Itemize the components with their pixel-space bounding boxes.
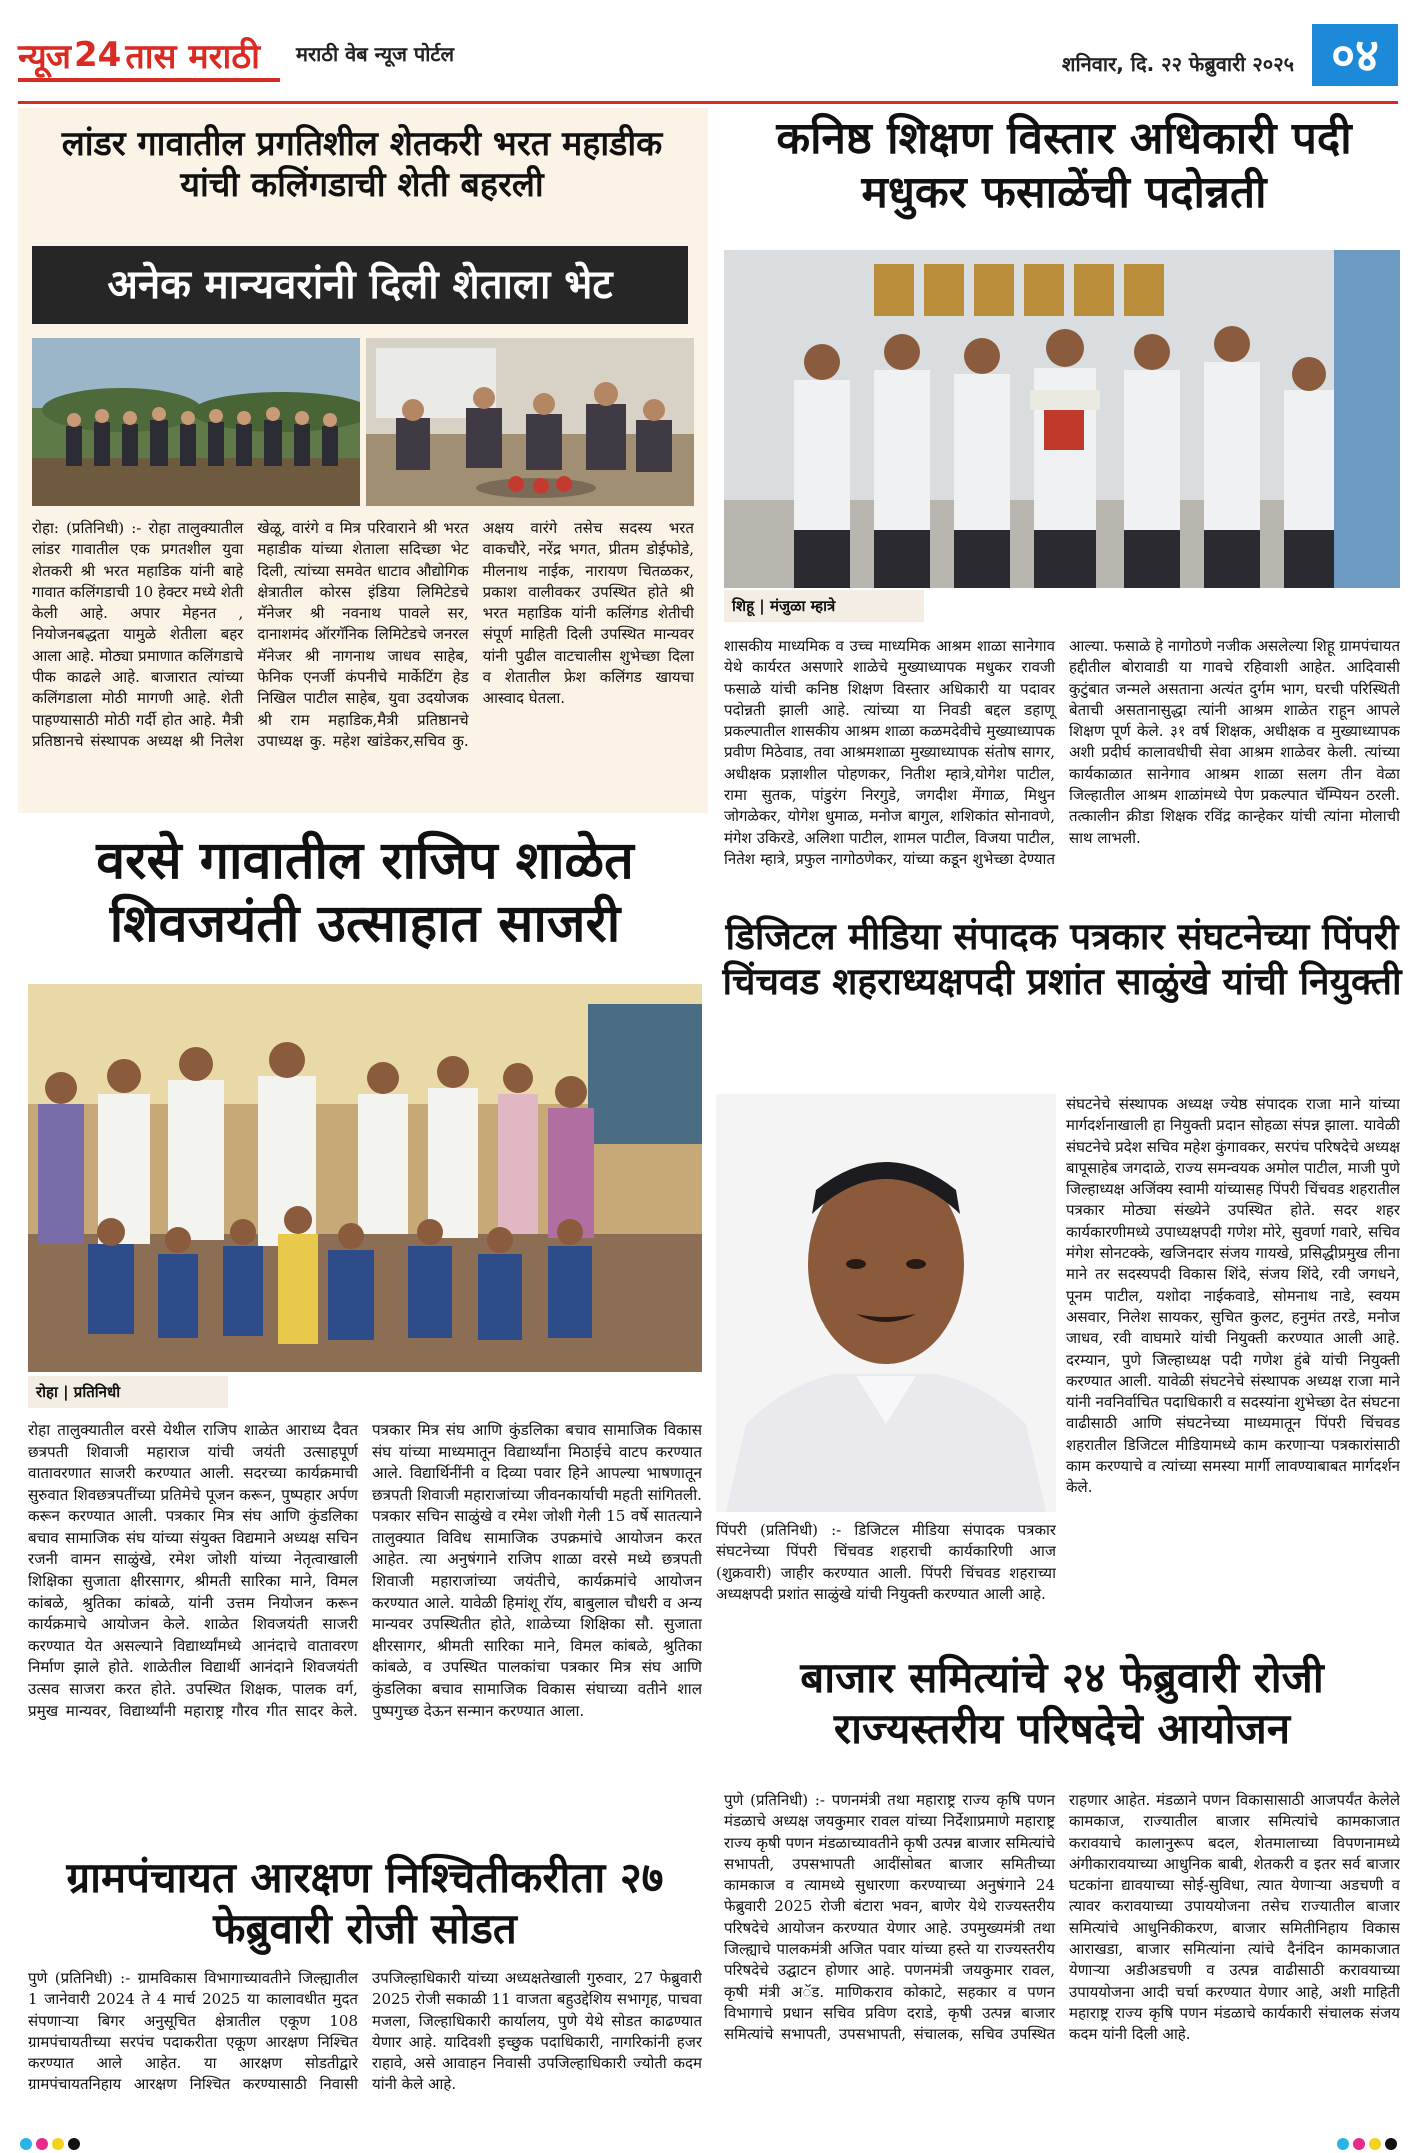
bajar-body [724, 1790, 1400, 2114]
registration-marks-right [1337, 2138, 1397, 2150]
varse-body [28, 1420, 702, 1836]
kanishth-caption: शिहू | मंजुळा म्हात्रे [724, 590, 924, 622]
gram-body [28, 1968, 702, 2116]
digital-body-right [1066, 1094, 1400, 1622]
gram-headline: ग्रामपंचायत आरक्षण निश्चितीकरीता २७ फेब्रुवारी रोजी सोडत [66, 1853, 664, 1954]
digital-body-left-text: पिंपरी (प्रतिनिधी) :- डिजिटल मीडिया संपादक पत्रकार संघटनेच्या पिंपरी चिंचवड शहराची कार्यकारिणी आज (शुक्रवारी) जाहीर करण्यात आली. पिंपरी चिंचवड शहराच्या अध्यक्षपदी प्रशांत साळुंखे यांची नियुक्ती करण्यात आली आहे. [716, 1521, 1056, 1603]
landar-photo-sitting [366, 338, 694, 506]
registration-marks-left [20, 2138, 80, 2150]
page-number: ०४ [1312, 24, 1398, 86]
logo-part-2: 24 [73, 35, 122, 75]
landar-subhead-banner: अनेक मान्यवरांनी दिली शेताला भेट [32, 246, 688, 324]
kanishth-body-text: शासकीय माध्यमिक व उच्च माध्यमिक आश्रम शाळा सानेगाव येथे कार्यरत असणारे शाळेचे मुख्याध्यापक मधुकर रावजी फसाळे यांची कनिष्ठ शिक्षण विस्तार अधिकारी या पदावर पदोन्नती झाली आहे. त्यांच्या या निवडी बद्दल डहाणू प्रकल्पातील शासकीय आश्रम शाळा कळमदेवीचे मुख्याध्यापक प्रवीण मिठेवाड, तवा आश्रमशाळा मुख्याध्यापक संतोष सागर, अधीक्षक प्रज्ञाशील पोहणकर, नितीश म्हात्रे,योगेश पाटील, रामा सुतक, पांडुरंग निरगुडे, जगदीश मेंगाळ, मिथुन जोगळेकर, योगेश धुमाळ, मनोज बागुल, शशिकांत सोनावणे, मंगेश उकिरडे, अलिशा पाटील, शामल पाटील, विजया पाटील, नितेश म्हात्रे, प्रफुल नागोठणेकर, यांच्या कडून शुभेच्छा देण्यात आल्या. फसाळे हे नागोठणे नजीक असलेल्या शिहू ग्रामपंचायत हद्दीतील बोरावाडी या गावचे रहिवाशी आहेत. आदिवासी कुटुंबात जन्मले असताना अत्यंत दुर्गम भाग, घरची परिस्थिती बेताची असतानासुद्धा त्यांनी आश्रम शाळेत राहून आपले शिक्षण पूर्ण केले. ३१ वर्ष शिक्षक, अधीक्षक व मुख्याध्यापक अशी प्रदीर्घ कालावधीची सेवा आश्रम शाळेवर केली. त्यांच्या कार्यकाळात सानेगाव आश्रम शाळा सलग तीन वेळा जिल्हातील आश्रम शाळांमध्ये पेण प्रकल्पात चॅम्पियन ठरली. तत्कालीन क्रीडा शिक्षक रविंद्र कान्हेकर यांची त्यांना मोलाची साथ लाभली. [724, 637, 1400, 868]
bajar-body-text: पुणे (प्रतिनिधी) :- पणनमंत्री तथा महाराष्ट्र राज्य कृषि पणन मंडळाचे अध्यक्ष जयकुमार रावल यांच्या निर्देशाप्रमाणे महाराष्ट्र राज्य कृषी पणन मंडळाच्यावतीने कृषी उत्पन्न बाजार समित्यांचे सभापती, उपसभापती आदींसोबत बाजार समितीच्या कामकाज व त्यामध्ये सुधारणा करण्याच्या अनुषंगाने 24 फेब्रुवारी 2025 रोजी बंटारा भवन, बाणेर येथे राज्यस्तरीय परिषदेचे आयोजन करण्यात येणार आहे. उपमुख्यमंत्री तथा जिल्ह्याचे पालकमंत्री अजित पवार यांच्या हस्ते या राज्यस्तरीय परिषदेचे उद्घाटन होणार आहे. पणनमंत्री जयकुमार रावल, कृषी मंत्री अॅड. माणिकराव कोकाटे, सहकार व पणन विभागाचे प्रधान सचिव प्रविण दराडे, कृषी उत्पन्न बाजार समित्यांचे सभापती, उपसभापती, संचालक, सचिव उपस्थित राहणार आहेत. मंडळाने पणन विकासासाठी आजपर्यंत केलेले कामकाज, राज्यातील बाजार समित्यांचे कामकाजात करावयाचे कालानुरूप बदल, शेतमालाच्या विपणनामध्ये अंगीकारावयाच्या आधुनिक बाबी, शेतकरी व इतर सर्व बाजार घटकांना द्यावयाच्या सोई-सुविधा, त्यात येणाऱ्या अडचणी व त्यावर करावयाच्या उपाययोजना तसेच राज्यातील बाजार समित्यांचे आधुनिकीकरण, बाजार समितीनिहाय विकास आराखडा, बाजार समित्यांना त्यांचे दैनंदिन कामकाजात येणाऱ्या अडीअडचणी व उत्पन्न वाढीसाठी करावयाच्या उपाययोजना आदी चर्चा करण्यात येणार आहे, अशी माहिती महाराष्ट्र राज्य कृषि पणन मंडळाचे कार्यकारी संचालक संजय कदम यांनी दिली आहे. [724, 1791, 1400, 2044]
issue-date: शनिवार, दि. २२ फेब्रुवारी २०२५ [1061, 52, 1294, 76]
varse-caption: रोहा | प्रतिनिधी [28, 1376, 228, 1408]
varse-headline: वरसे गावातील राजिप शाळेत शिवजयंती उत्साहात साजरी [96, 831, 634, 955]
logo-part-1: न्यूज [18, 37, 70, 77]
digital-body-right-text: संघटनेचे संस्थापक अध्यक्ष ज्येष्ठ संपादक राजा माने यांच्या मार्गदर्शनाखाली हा नियुक्ती प्रदान सोहळा संपन्न झाला. यावेळी संघटनेचे प्रदेश सचिव महेश कुंगावकर, सरपंच परिषदेचे अध्यक्ष बापूसाहेब जगदाळे, राज्य समन्वयक अमोल पाटील, माजी पुणे जिल्हाध्यक्ष अजिंक्य स्वामी यांच्यासह पिंपरी चिंचवड शहरातील पत्रकार मोठ्या संख्येने उपस्थित होते. सदर शहर कार्यकारणीमध्ये उपाध्यक्षपदी गणेश मोरे, सुवर्णा गवारे, सचिव मंगेश सोनटक्के, खजिनदार संजय गायखे, प्रसिद्धीप्रमुख लीना माने तर सदस्यपदी विकास शिंदे, संजय शिंदे, रवी जगधने, पूनम पाटील, यशोदा नाईकवाडे, सोमनाथ नाडे, स्वयम असवार, निलेश सायकर, सुचित कुलट, हनुमंत तरडे, मनोज जाधव, रवी वाघमारे यांची नियुक्ती करण्यात आली आहे. दरम्यान, पुणे जिल्हाध्यक्ष पदी गणेश हुंबे यांची नियुक्ती करण्यात आली. यावेळी संघटनेचे संस्थापक अध्यक्ष राजा माने यांनी नवनिर्वाचित पदाधिकारी व सदस्यांना शुभेच्छा देत संघटना वाढीसाठी आणि संघटनेच्या माध्यमातून पिंपरी चिंचवड शहरातील डिजिटल मीडियामध्ये काम करणाऱ्या पत्रकारांसाठी काम करण्याचे व त्यांच्या समस्या मार्गी लावण्याबाबत मार्गदर्शन केले. [1066, 1095, 1400, 1497]
landar-headline: लांडर गावातील प्रगतिशील शेतकरी भरत महाडीक यांची कलिंगडाची शेती बहरली [61, 124, 663, 206]
masthead [18, 20, 1398, 104]
kanishth-body [724, 636, 1400, 884]
landar-photo-group [32, 338, 360, 506]
landar-body [32, 518, 694, 800]
portal-tagline: मराठी वेब न्यूज पोर्टल [296, 42, 455, 66]
newspaper-logo [18, 28, 260, 82]
landar-body-text: रोहा: (प्रतिनिधी) :- रोहा तालुक्यातील लांडर गावातील एक प्रगतशील युवा शेतकरी श्री भरत महाडिक यांनी बाहे गावात कलिंगडाची 10 हेक्टर मध्ये शेती केली आहे. अपार मेहनत , नियोजनबद्धता यामुळे शेतीला बहर आला आहे. मोठ्या प्रमाणात कलिंगडाचे पीक काढले आहे. बाजारात त्यांच्या कलिंगडाला मोठी मागणी आहे. शेती पाहण्यासाठी मोठी गर्दी होत आहे. मैत्री प्रतिष्ठानचे संस्थापक अध्यक्ष श्री निलेश खेळू, वारंगे व मित्र परिवाराने श्री भरत महाडीक यांच्या शेताला सदिच्छा भेट दिली, त्यांच्या समवेत धाटाव औद्योगिक क्षेत्रातील कोरस इंडिया लिमिटेडचे मॅनेजर श्री नवनाथ पावले सर, दानाशमंद ऑरगॅनिक लिमिटेडचे जनरल मॅनेजर श्री नागनाथ जाधव साहेब, फेनिक एनर्जी कंपनीचे मार्केटिंग हेड निखिल पाटील साहेब, युवा उदयोजक श्री राम महाडिक,मैत्री प्रतिष्ठानचे उपाध्यक्ष कु. महेश खांडेकर,सचिव कु. अक्षय वारंगे तसेच सदस्य भरत वाकचौरे, नरेंद्र भगत, प्रीतम डोईफोडे, मीलनाथ नाईक, नारायण चितळकर, प्रकाश वालीवकर उपस्थित होते श्री भरत महाडिक यांनी कलिंगड शेतीची संपूर्ण माहिती दिली उपस्थित मान्यवर यांनी पुढील वाटचालीस शुभेच्छा दिला व शेतातील फ्रेश कलिंगड खायचा आस्वाद घेतला. [32, 519, 694, 750]
varse-body-text: रोहा तालुक्यातील वरसे येथील राजिप शाळेत आराध्य दैवत छत्रपती शिवाजी महाराज यांची जयंती उत्साहपूर्ण वातावरणात साजरी करण्यात आली. सदरच्या कार्यक्रमाची सुरुवात शिवछत्रपतींच्या प्रतिमेचे पूजन करून, पुष्पहार अर्पण करून करण्यात आली. पत्रकार मित्र संघ आणि कुंडलिका बचाव सामाजिक संघ यांच्या संयुक्त विद्यमाने अध्यक्ष सचिन रजनी वामन साळुंखे, रमेश जोशी यांच्या नेतृत्वाखाली शिक्षिका सुजाता क्षीरसागर, श्रीमती सारिका माने, विमल कांबळे, श्रुतिका कांबळे, यांनी उत्तम नियोजन करून कार्यक्रमाचे आयोजन केले. शाळेत शिवजयंती साजरी करण्यात येत असल्याने विद्यार्थ्यांमध्ये आनंदाचे वातावरण निर्माण झाले होते. शाळेतील विद्यार्थी आनंदाने शिवजयंती उत्सव साजरा करत होते. उपस्थित शिक्षक, पालक वर्ग, प्रमुख मान्यवर, विद्यार्थ्यांनी महाराष्ट्र गौरव गीत सादर केले. पत्रकार मित्र संघ आणि कुंडलिका बचाव सामाजिक विकास संघ यांच्या माध्यमातून विद्यार्थ्यांना मिठाईचे वाटप करण्यात आले. विद्यार्थिनींनी व दिव्या पवार हिने आपल्या भाषणातून छत्रपती शिवाजी महाराजांच्या जीवनकार्याची महती सांगितली. पत्रकार सचिन साळुंखे व रमेश जोशी गेली 15 वर्षे सातत्याने तालुक्यात विविध सामाजिक उपक्रमांचे आयोजन करत आहेत. त्या अनुषंगाने राजिप शाळा वरसे मध्ये छत्रपती शिवाजी महाराजांच्या जयंतीचे, कार्यक्रमांचे आयोजन करण्यात आले. यावेळी हिमांशू रॉय, बाबुलाल चौधरी व अन्य मान्यवर उपस्थितीत होते, शाळेच्या शिक्षिका सौ. सुजाता क्षीरसागर, श्रीमती सारिका माने, विमल कांबळे, श्रुतिका कांबळे, व उपस्थित पालकांचा पत्रकार मित्र संघ आणि कुंडलिका बचाव सामाजिक विकास संघाच्या वतीने शाल पुष्पगुच्छ देऊन सन्मान करण्यात आला. [28, 1421, 702, 1720]
logo-underline [18, 78, 280, 82]
kanishth-photo [724, 250, 1400, 588]
logo-part-3: तास मराठी [125, 37, 260, 77]
bajar-headline: बाजार समित्यांचे २४ फेब्रुवारी रोजी राज्यस्तरीय परिषदेचे आयोजन [800, 1653, 1324, 1754]
digital-portrait-photo [716, 1094, 1056, 1512]
kanishth-headline: कनिष्ठ शिक्षण विस्तार अधिकारी पदी मधुकर फसाळेंची पदोन्नती [776, 113, 1352, 218]
gram-body-text: पुणे (प्रतिनिधी) :- ग्रामविकास विभागाच्यावतीने जिल्ह्यातील 1 जानेवारी 2024 ते 4 मार्च 2025 या कालावधीत मुदत संपणाऱ्या बिगर अनुसूचित क्षेत्रातील एकूण 108 ग्रामपंचायतीच्या सरपंच पदाकरीता एकूण आरक्षण निश्चित करण्यात आले आहेत. या आरक्षण सोडतीद्वारे ग्रामपंचायतनिहाय आरक्षण निश्चित करण्यासाठी निवासी उपजिल्हाधिकारी यांच्या अध्यक्षतेखाली गुरुवार, 27 फेब्रुवारी 2025 रोजी सकाळी 11 वाजता बहुउद्देशिय सभागृह, पाचवा मजला, जिल्हाधिकारी कार्यालय, पुणे येथे सोडत काढण्यात येणार आहे. यादिवशी इच्छुक पदाधिकारी, नागरिकांनी हजर राहावे, असे आवाहन निवासी उपजिल्हाधिकारी ज्योती कदम यांनी केले आहे. [28, 1969, 702, 2094]
digital-headline: डिजिटल मीडिया संपादक पत्रकार संघटनेच्या पिंपरी चिंचवड शहराध्यक्षपदी प्रशांत साळुंखे यांची नियुक्ती [722, 915, 1402, 1004]
varse-photo [28, 984, 702, 1372]
digital-body-left [716, 1520, 1056, 1628]
